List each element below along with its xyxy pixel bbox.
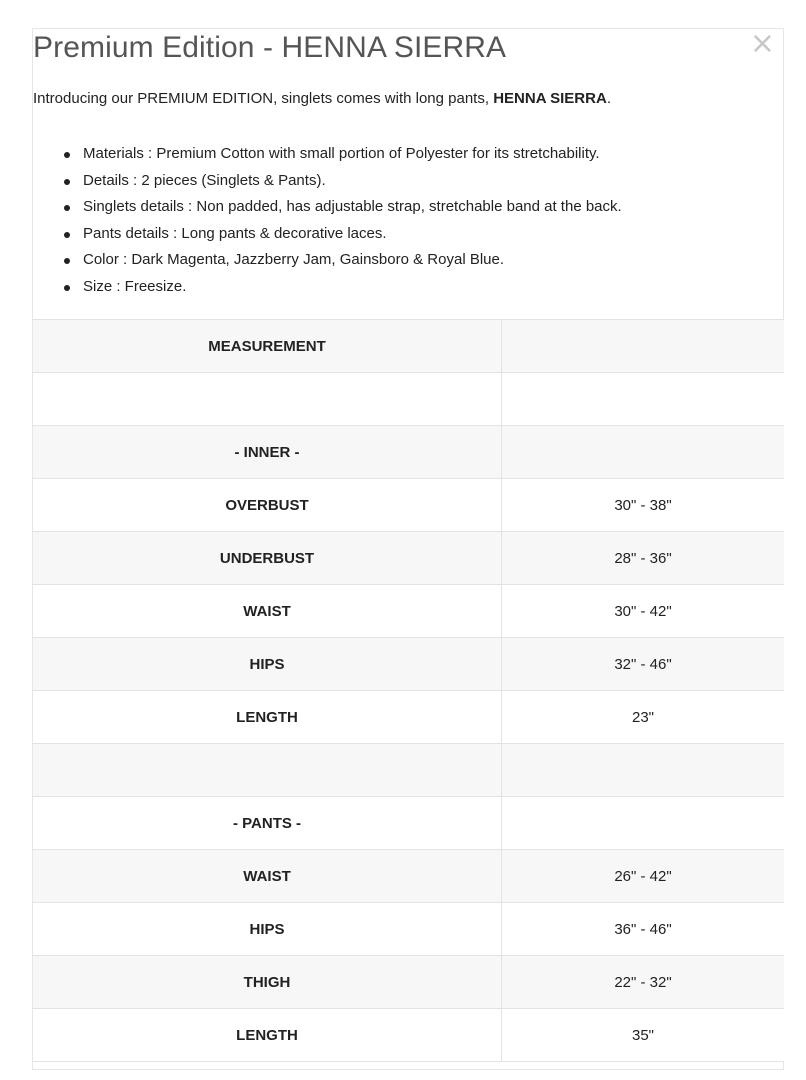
intro-prefix: Introducing our PREMIUM EDITION, singlets comes with long pants, <box>33 90 494 107</box>
table-section-row-pants <box>33 797 784 850</box>
details-list <box>83 141 622 301</box>
table-cell-value <box>502 373 784 425</box>
intro-suffix: . <box>606 90 611 107</box>
detail-text: Singlets details : Non padded, has adjustable strap, stretchable band at the back. <box>83 198 622 216</box>
table-cell-value <box>502 426 784 478</box>
table-cell-value <box>502 744 784 796</box>
table-cell-value: 36" - 46" <box>614 920 672 938</box>
table-row <box>33 638 784 691</box>
detail-size <box>83 274 622 301</box>
detail-text: Pants details : Long pants & decorative laces. <box>83 224 387 242</box>
table-cell-label: HIPS <box>33 638 502 690</box>
table-row <box>33 479 784 532</box>
table-cell-value: 26" - 42" <box>614 867 672 885</box>
table-cell-label: LENGTH <box>33 1009 502 1061</box>
detail-text: Color : Dark Magenta, Jazzberry Jam, Gainsboro & Royal Blue. <box>83 251 505 269</box>
table-cell-value <box>502 320 784 372</box>
table-cell-label: - INNER - <box>33 426 502 478</box>
table-cell-label: LENGTH <box>33 691 502 743</box>
table-row <box>33 956 784 1009</box>
table-section-row-inner <box>33 426 784 479</box>
intro-text <box>33 89 611 109</box>
table-row <box>33 691 784 744</box>
table-cell-value: 30" - 42" <box>614 602 672 620</box>
bullet-icon <box>64 232 70 238</box>
table-row <box>33 373 784 426</box>
table-cell-label: OVERBUST <box>33 479 502 531</box>
bullet-icon <box>64 205 70 211</box>
detail-color <box>83 247 622 274</box>
table-cell-label: WAIST <box>33 585 502 637</box>
table-row <box>33 532 784 585</box>
bullet-icon <box>64 152 70 158</box>
intro-product-name: HENNA SIERRA <box>493 90 607 107</box>
table-cell-value <box>502 797 784 849</box>
table-header-row <box>33 320 784 373</box>
modal-title: Premium Edition - HENNA SIERRA <box>33 31 507 64</box>
bullet-icon <box>64 258 70 264</box>
detail-pants <box>83 221 622 248</box>
detail-text: Size : Freesize. <box>83 277 187 295</box>
table-row <box>33 1009 784 1062</box>
detail-text: Materials : Premium Cotton with small portion of Polyester for its stretchability. <box>83 145 600 162</box>
table-row <box>33 850 784 903</box>
table-cell-label: HIPS <box>33 903 502 955</box>
table-cell-value: 28" - 36" <box>614 549 672 567</box>
detail-singlets <box>83 194 622 221</box>
table-cell-value: 22" - 32" <box>614 973 672 991</box>
close-icon[interactable]: × <box>749 26 775 61</box>
table-cell-label: UNDERBUST <box>33 532 502 584</box>
table-cell-value: 32" - 46" <box>614 655 672 673</box>
table-cell-value: 35" <box>631 1026 654 1044</box>
bullet-icon <box>64 285 70 291</box>
detail-materials <box>83 141 622 168</box>
table-cell-label: WAIST <box>33 850 502 902</box>
table-cell-value: 23" <box>631 708 654 726</box>
table-cell-label: - PANTS - <box>33 797 502 849</box>
detail-pieces <box>83 168 622 195</box>
measurement-table <box>33 319 784 1062</box>
table-cell-value: 30" - 38" <box>614 496 672 514</box>
product-modal <box>32 28 784 1070</box>
table-cell-label <box>33 744 502 796</box>
table-row <box>33 744 784 797</box>
table-cell-label: THIGH <box>33 956 502 1008</box>
table-cell-label <box>33 373 502 425</box>
table-cell-label: MEASUREMENT <box>33 320 502 372</box>
table-row <box>33 903 784 956</box>
bullet-icon <box>64 179 70 185</box>
detail-text: Details : 2 pieces (Singlets & Pants). <box>83 171 326 189</box>
table-row <box>33 585 784 638</box>
